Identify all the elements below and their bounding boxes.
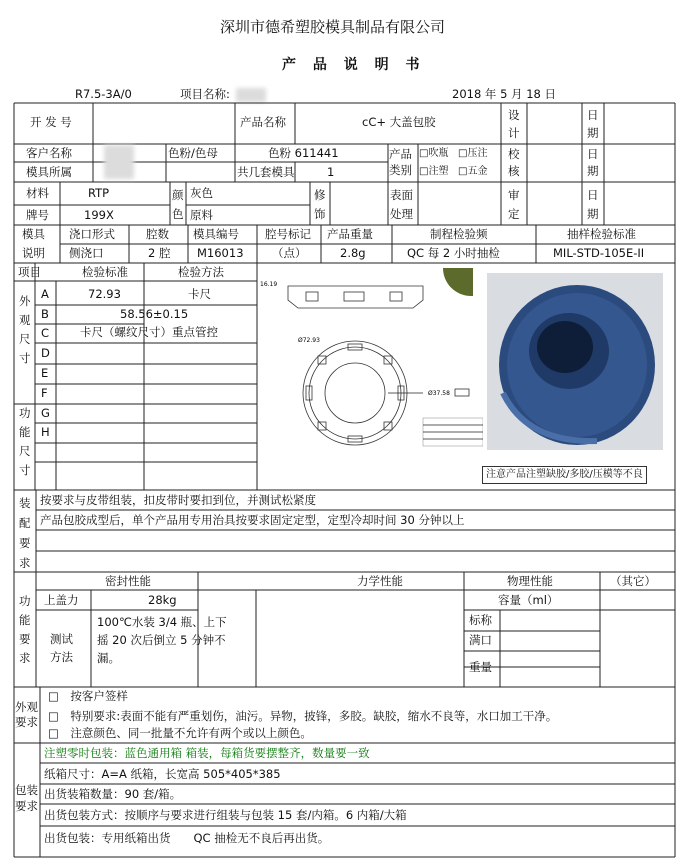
letter-b: B (41, 307, 49, 321)
mold-h-gate: 浇口形式 (69, 227, 115, 241)
packing-side-label: 包装 要求 (15, 783, 38, 813)
letter-g: G (41, 406, 50, 420)
mold-h-mark: 腔号标记 (265, 227, 311, 241)
gray-label: 灰色 (190, 186, 213, 200)
appearance-line-3: □ 注意颜色、同一批量不允许有两个或以上颜色。 (48, 726, 312, 740)
review-label: 审 定 (508, 188, 520, 221)
color-char-label: 颜 色 (172, 188, 184, 221)
packing-line-1: 注塑零时包装：蓝色通用箱 箱装，每箱货要摆整齐，数量要一致 (44, 746, 370, 760)
packing-line-2: 纸箱尺寸：A=A 纸箱，长宽高 505*405*385 (44, 767, 281, 781)
phys-label: 物理性能 (507, 574, 553, 588)
sets-value: 1 (327, 165, 335, 179)
letter-d: D (41, 346, 50, 360)
material-label: 材料 (26, 186, 49, 200)
company-name: 深圳市德希塑胶模具制品有限公司 (220, 18, 446, 36)
mold-v-sampling: MIL-STD-105E-II (553, 246, 645, 260)
upper-force-label: 上盖力 (44, 593, 79, 607)
mold-h-sampling: 抽样检验标准 (567, 227, 636, 241)
test-text: 100℃水装 3/4 瓶、上下 摇 20 次后倒立 5 分钟不 漏。 (97, 615, 227, 665)
design-label: 设 计 (508, 108, 520, 140)
dev-no-label: 开 发 号 (30, 115, 72, 129)
test-method-label: 测试 方法 (50, 632, 73, 664)
assembly-side-label: 装 配 要 求 (19, 496, 31, 570)
letter-f: F (41, 386, 48, 400)
b-method-value: 卡尺（螺纹尺寸）重点管控 (80, 325, 218, 339)
mold-side-1: 模具 (22, 227, 45, 241)
letter-c: C (41, 326, 50, 340)
dim-outer: Ø72.93 (298, 337, 320, 344)
customer-label: 客户名称 (26, 146, 72, 160)
other-label: （其它） (610, 574, 656, 588)
dim-height: 16.19 (260, 281, 278, 288)
date-label-3: 日 期 (587, 188, 599, 221)
packing-line-3: 出货装箱数量：90 套/箱。 (44, 787, 182, 801)
sets-label: 共几套模具 (237, 165, 295, 179)
mold-v-gate: 侧浇口 (69, 246, 104, 260)
cat-blow: □吹瓶 (419, 148, 449, 159)
modify-label: 修 饰 (314, 188, 326, 221)
a-std-value: 72.93 (88, 287, 121, 301)
item-label: 项目 (18, 265, 41, 279)
letter-e: E (41, 366, 49, 380)
function-side-label: 功 能 要 求 (19, 594, 31, 665)
mold-v-mark: （点） (272, 246, 307, 260)
a-method-value: 卡尺 (188, 287, 211, 301)
photo-caption: 注意产品注塑缺胶/多胶/压模等不良 (482, 466, 647, 484)
packing-line-4: 出货包装方式：按顺序与要求进行组装与包装 15 套/内箱。6 内箱/大箱 (44, 808, 407, 822)
date-label-1: 日 期 (587, 108, 599, 140)
cat-press: □压注 (458, 148, 488, 159)
title-block (423, 418, 483, 446)
side-profile (288, 286, 423, 308)
letter-a: A (41, 287, 49, 301)
cat-metal: □五金 (458, 166, 488, 177)
upper-force-value: 28kg (148, 593, 177, 607)
date-label-2: 日 期 (587, 147, 599, 178)
mold-v-freq: QC 每 2 小时抽检 (407, 246, 500, 260)
mech-label: 力学性能 (357, 574, 403, 588)
mold-side-2: 说明 (22, 246, 45, 260)
packing-line-5: 出货包装：专用纸箱出货 QC 抽检无不良后再出货。 (44, 831, 330, 845)
mold-h-moldno: 模具编号 (193, 227, 239, 241)
mold-owner-label: 模具所属 (26, 165, 72, 179)
color-value: 色粉 611441 (268, 146, 339, 160)
nominal-label: 标称 (469, 613, 492, 627)
assembly-line-1: 按要求与皮带组装，扣皮带时要扣到位，并测试松紧度 (40, 493, 316, 507)
technical-drawing (258, 268, 483, 448)
project-label: 项目名称: (180, 87, 230, 101)
appearance-side-label: 外观 要求 (15, 700, 38, 729)
color-label: 色粉/色母 (168, 146, 218, 160)
weight-label: 重量 (469, 660, 492, 674)
mold-v-weight: 2.8g (340, 246, 366, 260)
appearance-line-2: □ 特别要求:表面不能有严重划伤，油污。异物，披锋，多胶。缺胶，缩水不良等，水口加工干净。 (48, 709, 558, 723)
product-name-label: 产品名称 (240, 115, 286, 129)
assembly-line-2: 产品包胶成型后，单个产品用专用治具按要求固定定型，定型冷却时间 30 分钟以上 (40, 513, 465, 527)
b-std-value: 58.56±0.15 (120, 307, 189, 321)
mold-h-cavity: 腔数 (146, 227, 169, 241)
seal-label: 密封性能 (105, 574, 151, 588)
product-photo-art (487, 273, 663, 450)
letter-h: H (41, 425, 50, 439)
doc-date: 2018 年 5 月 18 日 (452, 87, 556, 101)
material-value: RTP (88, 186, 110, 200)
appearance-size-label: 外 观 尺 寸 (19, 294, 31, 365)
raw-label: 原料 (190, 208, 213, 222)
cat-inject: □注塑 (419, 166, 449, 177)
mold-v-moldno: M16013 (197, 246, 244, 260)
doc-title: 产 品 说 明 书 (282, 57, 426, 73)
surface-label: 表面 处理 (390, 188, 413, 221)
mold-h-weight: 产品重量 (327, 227, 373, 241)
function-size-label: 功 能 尺 寸 (19, 406, 31, 477)
category-label: 产品 类别 (389, 147, 412, 177)
dim-inner: Ø37.58 (428, 390, 450, 397)
full-label: 满口 (469, 633, 492, 647)
grade-label: 牌号 (26, 208, 49, 222)
appearance-line-1: □ 按客户签样 (48, 689, 128, 703)
std-label: 检验标准 (82, 265, 128, 279)
check-label: 校 核 (508, 147, 520, 178)
grade-value: 199X (84, 208, 114, 222)
method-label: 检验方法 (178, 265, 224, 279)
mold-h-freq: 制程检验频 (430, 227, 488, 241)
product-name-value: cC+ 大盖包胶 (362, 115, 436, 129)
mold-v-cavity: 2 腔 (148, 246, 171, 260)
doc-number: R7.5-3A/0 (75, 87, 132, 101)
capacity-label: 容量（ml） (498, 593, 559, 607)
product-photo (487, 273, 663, 450)
customer-redacted (104, 145, 134, 179)
